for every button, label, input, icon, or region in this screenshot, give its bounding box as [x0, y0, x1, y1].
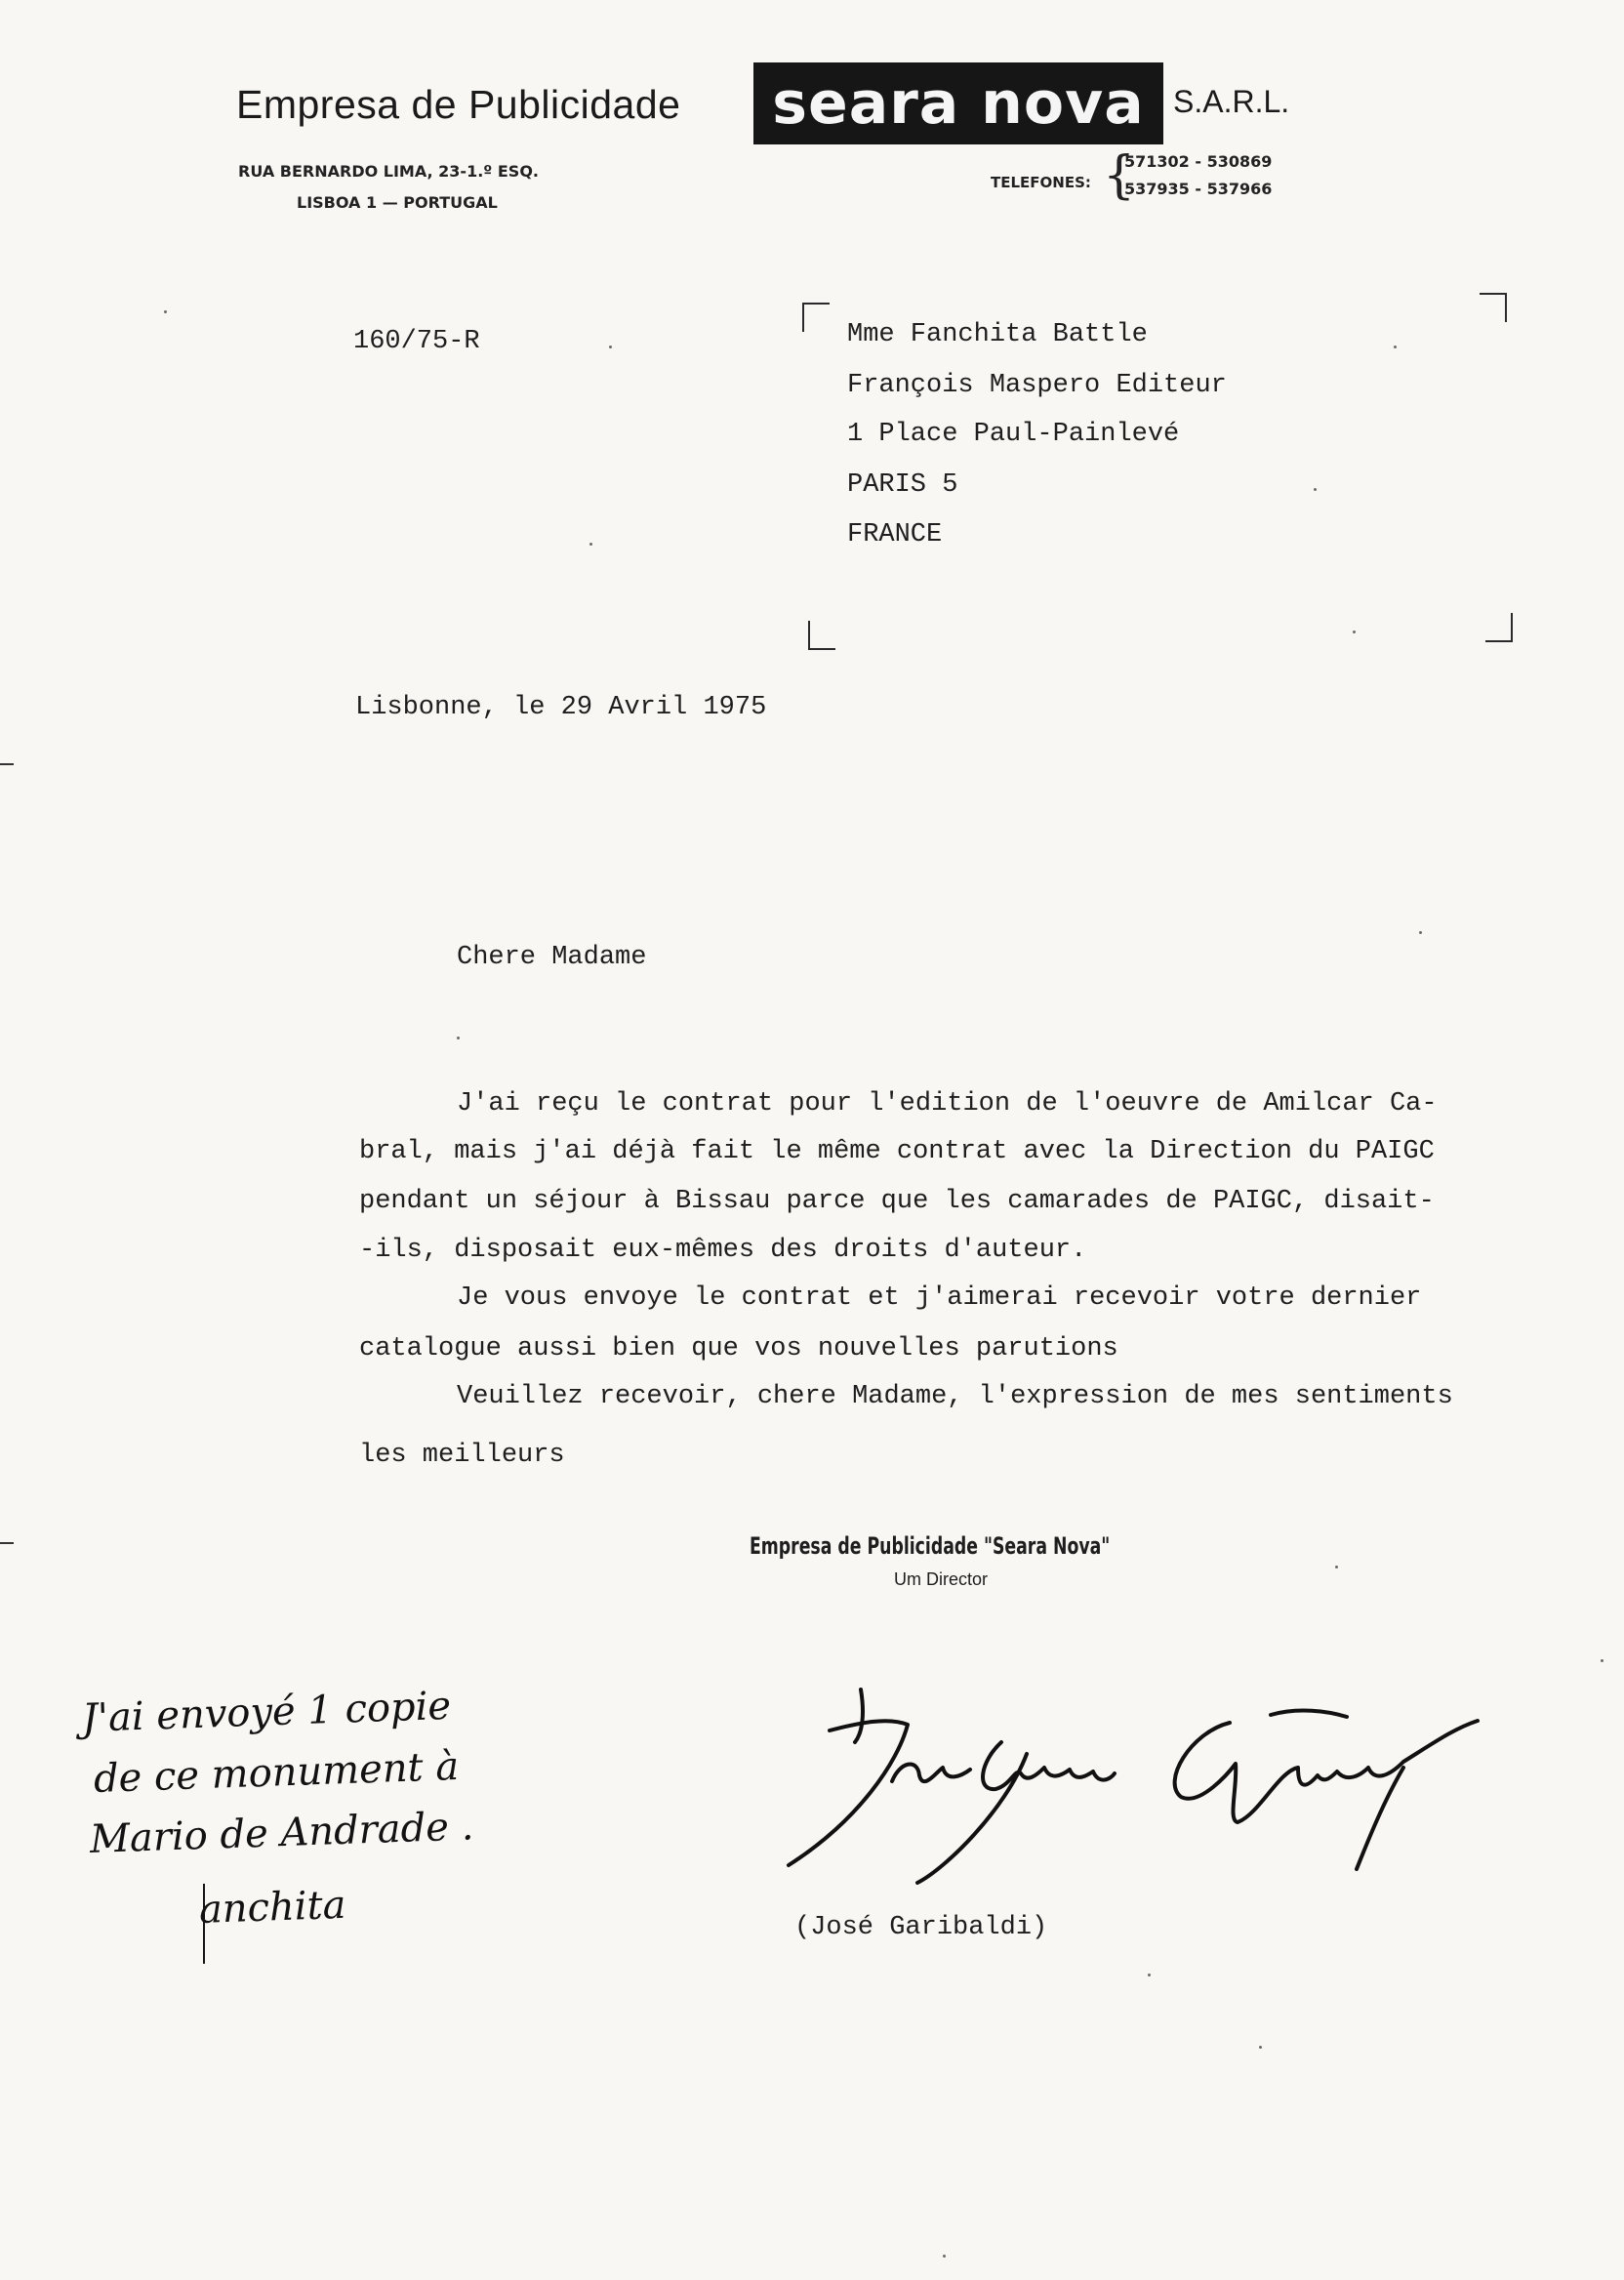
handwritten-note-line: J'ai envoyé 1 copie [81, 1683, 452, 1741]
recipient-country: FRANCE [847, 520, 943, 550]
scan-speck [1259, 2046, 1262, 2049]
body-line: J'ai reçu le contrat pour l'edition de l'oeuvre de Amilcar Ca- [457, 1089, 1438, 1119]
letterhead-address-line1: RUA BERNARDO LIMA, 23-1.º ESQ. [238, 162, 540, 181]
body-line: Veuillez recevoir, chere Madame, l'expression de mes sentiments [457, 1382, 1453, 1411]
stamp-role: Um Director [894, 1569, 989, 1589]
body-line: -ils, disposait eux-mêmes des droits d'auteur. [359, 1236, 1087, 1265]
letterhead-phones-line2: 537935 - 537966 [1124, 180, 1273, 198]
scan-speck [1394, 346, 1397, 348]
address-corner-mark [802, 303, 830, 332]
stamp-company: Empresa de Publicidade "Seara Nova" [750, 1532, 1111, 1560]
scan-speck [1419, 931, 1422, 934]
body-line: pendant un séjour à Bissau parce que les camarades de PAIGC, disait- [359, 1187, 1435, 1216]
handwritten-note-line: Mario de Andrade . [89, 1804, 475, 1862]
scan-speck [589, 543, 592, 546]
letterhead-address-line2: LISBOA 1 — PORTUGAL [297, 193, 498, 212]
scan-speck [457, 1037, 460, 1039]
address-corner-mark [808, 621, 835, 650]
scan-edge-mark [0, 1542, 14, 1544]
letterhead-company: Empresa de Publicidade [236, 82, 681, 127]
address-corner-mark [1480, 293, 1507, 322]
recipient-name: Mme Fanchita Battle [847, 320, 1148, 349]
recipient-street: 1 Place Paul-Painlevé [847, 420, 1180, 449]
letterhead-legal-form: S.A.R.L. [1173, 84, 1290, 119]
handwritten-note-line: anchita [198, 1882, 347, 1933]
scan-speck [164, 310, 167, 313]
body-line: bral, mais j'ai déjà fait le même contrat avec la Direction du PAIGC [359, 1137, 1435, 1166]
handwritten-signature [771, 1674, 1513, 1889]
scan-speck [1148, 1974, 1151, 1976]
recipient-city: PARIS 5 [847, 470, 958, 500]
scan-speck [609, 346, 612, 348]
address-corner-mark [1485, 613, 1513, 642]
recipient-company: François Maspero Editeur [847, 371, 1227, 400]
scan-edge-mark [0, 763, 14, 765]
scan-speck [943, 2255, 946, 2258]
phones-brace-icon: { [1103, 146, 1136, 205]
signer-name: (José Garibaldi) [794, 1913, 1048, 1942]
handwritten-note-line: de ce monument à [93, 1743, 460, 1802]
letterhead-brand-logo: seara nova [753, 62, 1163, 144]
body-line: les meilleurs [359, 1441, 565, 1470]
letterhead-phones-line1: 571302 - 530869 [1124, 152, 1273, 171]
scan-speck [1335, 1566, 1338, 1568]
reference-number: 160/75-R [353, 327, 480, 356]
scan-speck [1353, 631, 1356, 633]
scan-speck [1601, 1659, 1604, 1662]
letterhead-phones-label: TELEFONES: [991, 174, 1091, 191]
body-line: Je vous envoye le contrat et j'aimerai recevoir votre dernier [457, 1283, 1422, 1313]
salutation: Chere Madame [457, 943, 647, 972]
scan-speck [1314, 488, 1317, 491]
body-line: catalogue aussi bien que vos nouvelles parutions [359, 1334, 1118, 1364]
letter-date: Lisbonne, le 29 Avril 1975 [355, 693, 767, 722]
